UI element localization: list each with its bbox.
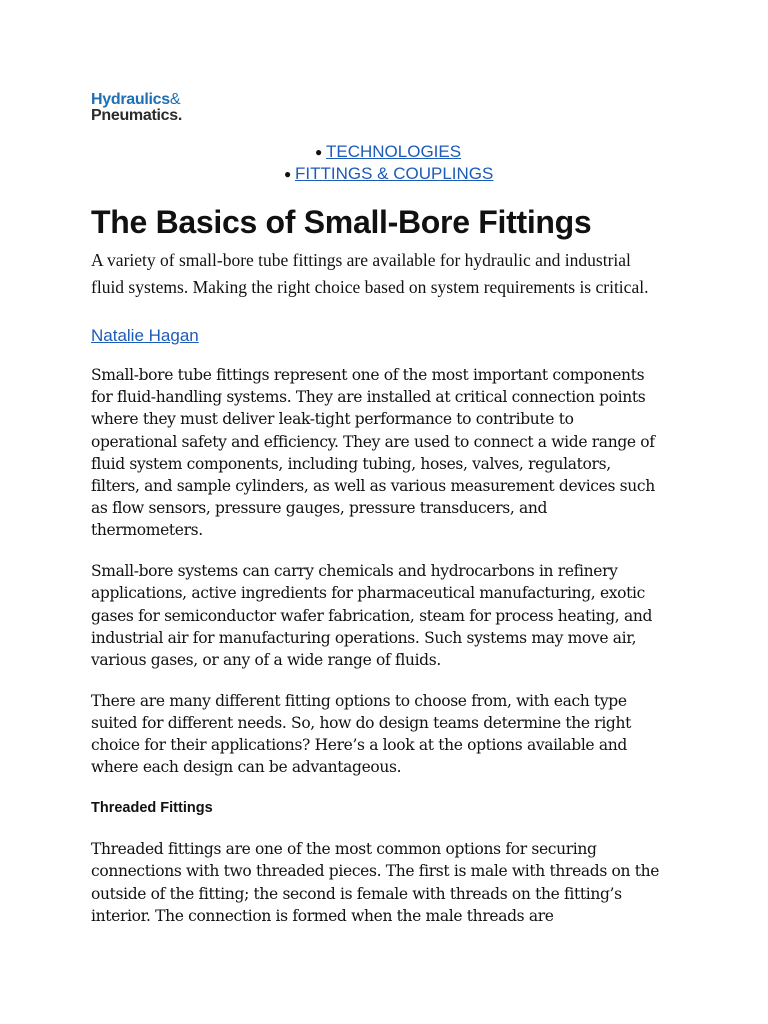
logo-word-hydraulics: Hydraulics [91, 91, 170, 108]
breadcrumb [91, 141, 691, 185]
body-paragraph: Small-bore systems can carry chemicals and hydrocarbons in refinery applications, active ingredients for pharmaceutical manufacturing, exotic gases for semiconductor wafer fabrication, steam for process heating, and industrial air for manufacturing operations. Such systems may move air, various gases, or any of a wide range of fluids. [91, 562, 653, 670]
section-heading: Threaded Fittings [91, 800, 213, 817]
article-body [91, 364, 661, 946]
breadcrumb-link-fittings-couplings[interactable]: FITTINGS & COUPLINGS [295, 164, 494, 183]
breadcrumb-item-technologies [91, 141, 691, 163]
article-deck: A variety of small-bore tube fittings are available for hydraulic and industrial fluid systems. Making the right choice based on system requirements is critical. [91, 250, 649, 297]
article-title: The Basics of Small-Bore Fittings [91, 204, 592, 240]
body-paragraph: There are many different fitting options to choose from, with each type suited for different needs. So, how do design teams determine the right choice for their applications? Here’s a look at the options available and where each design can be advantageous. [91, 691, 632, 777]
breadcrumb-link-technologies[interactable]: TECHNOLOGIES [326, 142, 462, 161]
logo-word-pneumatics: Pneumatics [91, 107, 178, 124]
site-logo[interactable] [91, 92, 201, 124]
author-link[interactable]: Natalie Hagan [91, 326, 199, 345]
body-paragraph: Small-bore tube fittings represent one of the most important components for fluid-handling systems. They are installed at critical connection points where they must deliver leak-tight performance to contribute to operational safety and efficiency. They are used to connect a wide range of fluid system components, including tubing, hoses, valves, regulators, filters, and sample cylinders, as well as various measurement devices such as flow sensors, pressure gauges, pressure transducers, and thermometers. [91, 366, 655, 540]
breadcrumb-item-fittings-couplings [91, 163, 691, 185]
logo-ampersand: & [169, 91, 181, 108]
body-paragraph: Threaded fittings are one of the most common options for securing connections with two threaded pieces. The first is male with threads on the outside of the fitting; the second is female with threads on the fitting’s interior. The connection is formed when the male threads are [91, 840, 660, 925]
bullet-icon: ● [284, 167, 292, 181]
author-byline [91, 325, 199, 347]
logo-dot: . [177, 107, 182, 124]
bullet-icon: ● [315, 145, 323, 159]
